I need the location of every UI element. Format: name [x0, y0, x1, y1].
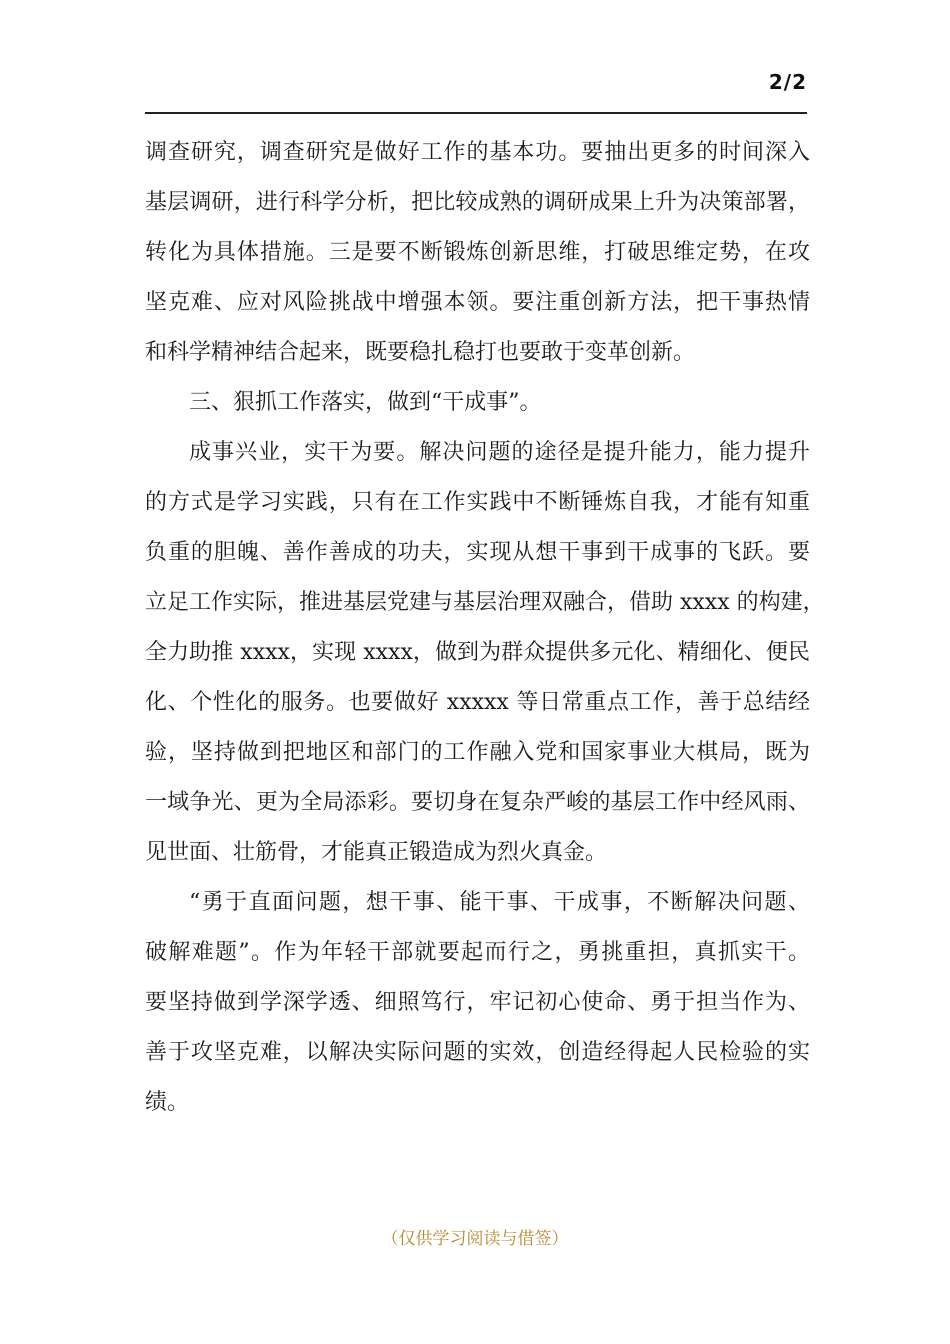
body-line: 善于攻坚克难，以解决实际问题的实效，创造经得起人民检验的实 [145, 1040, 810, 1065]
body-line: 坚克难、应对风险挑战中增强本领。要注重创新方法，把干事热情 [145, 290, 810, 315]
body-line: 化、个性化的服务。也要做好 xxxxx 等日常重点工作，善于总结经 [145, 690, 810, 715]
page-number: 2/2 [768, 70, 807, 94]
section-heading: 三、狠抓工作落实，做到“干成事”。 [189, 390, 542, 415]
body-line: 要坚持做到学深学透、细照笃行，牢记初心使命、勇于担当作为、 [145, 990, 810, 1015]
body-line: 成事兴业，实干为要。解决问题的途径是提升能力，能力提升 [189, 440, 810, 465]
body-line: 破解难题”。作为年轻干部就要起而行之，勇挑重担，真抓实干。 [145, 940, 810, 965]
body-line: 负重的胆魄、善作善成的功夫，实现从想干事到干成事的飞跃。要 [145, 540, 810, 565]
body-line: 和科学精神结合起来，既要稳扎稳打也要敢于变革创新。 [145, 340, 696, 365]
body-line: 的方式是学习实践，只有在工作实践中不断锤炼自我，才能有知重 [145, 490, 810, 515]
body-line: 基层调研，进行科学分析，把比较成熟的调研成果上升为决策部署， [145, 190, 810, 215]
header-divider [145, 112, 807, 114]
footer-note: （仅供学习阅读与借签） [381, 1229, 569, 1249]
body-line: 全力助推 xxxx，实现 xxxx，做到为群众提供多元化、精细化、便民 [145, 640, 810, 665]
body-line: 调查研究，调查研究是做好工作的基本功。要抽出更多的时间深入 [145, 140, 810, 165]
body-line: 见世面、壮筋骨，才能真正锻造成为烈火真金。 [145, 840, 608, 865]
body-line: 绩。 [145, 1090, 190, 1115]
body-line: 立足工作实际，推进基层党建与基层治理双融合，借助 xxxx 的构建， [145, 590, 825, 615]
document-body [145, 128, 825, 1128]
body-line: “勇于直面问题，想干事、能干事、干成事，不断解决问题、 [189, 890, 810, 915]
body-line: 验，坚持做到把地区和部门的工作融入党和国家事业大棋局，既为 [145, 740, 810, 765]
body-line: 转化为具体措施。三是要不断锻炼创新思维，打破思维定势，在攻 [145, 240, 810, 265]
body-line: 一域争光、更为全局添彩。要切身在复杂严峻的基层工作中经风雨、 [145, 790, 810, 815]
